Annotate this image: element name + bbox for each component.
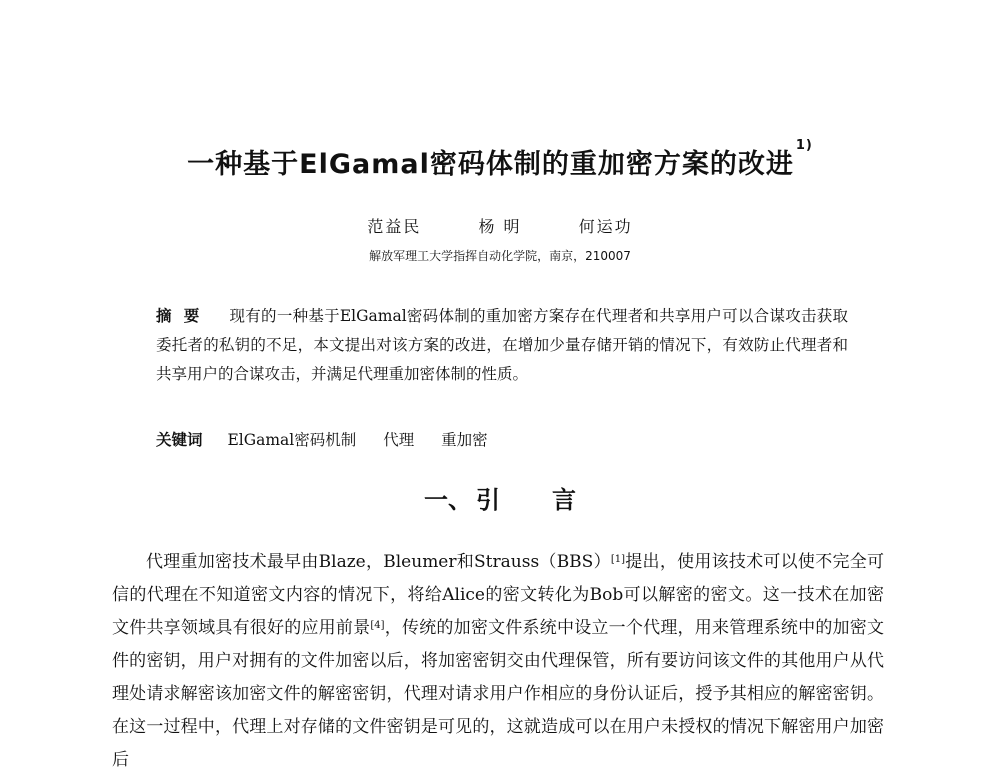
section-title-part2: 言 xyxy=(552,486,576,514)
abstract-label: 摘要 xyxy=(156,307,212,325)
keywords-label: 关键词 xyxy=(156,431,203,449)
paper-title xyxy=(0,138,1000,181)
affiliation: 解放军理工大学指挥自动化学院，南京，210007 xyxy=(369,249,631,263)
abstract xyxy=(156,302,848,389)
keyword-2: 代理 xyxy=(383,431,415,449)
author-list xyxy=(0,214,1000,237)
title-footnote-marker: 1) xyxy=(795,138,813,153)
section-title-part1: 引 xyxy=(476,486,500,514)
abstract-text: 现有的一种基于ElGamal密码体制的重加密方案存在代理者和共享用户可以合谋攻击获取委托者的私钥的不足，本文提出对该方案的改进，在增加少量存储开销的情况下，有效防止代理者和共享用户的合谋攻击，并满足代理重加密体制的性质。 xyxy=(156,307,848,383)
citation-1[interactable]: [1] xyxy=(610,554,626,565)
keyword-1: ElGamal密码机制 xyxy=(227,431,357,449)
keywords xyxy=(156,428,510,450)
citation-4[interactable]: [4] xyxy=(370,620,385,631)
author-3: 何运功 xyxy=(578,217,633,236)
section-number: 一、 xyxy=(424,486,472,514)
paper-title-text: 一种基于ElGamal密码体制的重加密方案的改进 xyxy=(187,149,794,180)
keyword-3: 重加密 xyxy=(441,431,488,449)
body-paragraph xyxy=(112,546,884,777)
author-2: 杨 明 xyxy=(478,217,522,236)
body-text-c: ，传统的加密文件系统中设立一个代理，用来管理系统中的加密文件的密钥，用户对拥有的文件加密以后，将加密密钥交由代理保管，所有要访问该文件的其他用户从代理处请求解密该加密文件的解密密钥，代理对请求用户作相应的身份认证后，授予其相应的解密密钥。在这一过程中，代理上对存储的文件密钥是可见的，这就造成可以在用户未授权的情况下解密用户加密后 xyxy=(112,618,885,770)
body-text-a: 代理重加密技术最早由Blaze，Bleumer和Strauss（BBS） xyxy=(146,552,611,572)
author-1: 范益民 xyxy=(367,217,422,236)
section-heading-introduction xyxy=(0,480,1000,515)
body-text-b: 提出，使用该技术可以使不完全可信的代理在不知道密文内容的情况下，将给Alice的密文转化为Bob可以解密的密文。这一技术在加密文件共享领域具有很好的应用前景 xyxy=(112,552,884,638)
